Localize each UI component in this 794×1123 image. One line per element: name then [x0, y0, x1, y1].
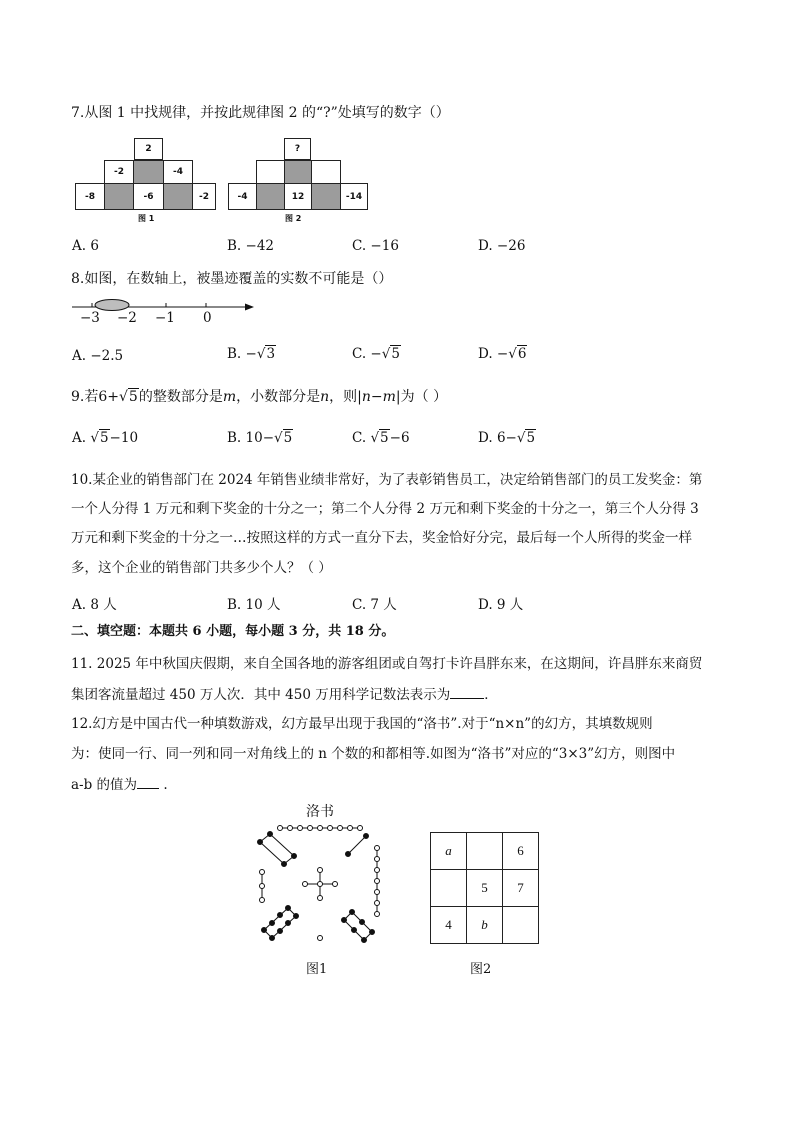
q7-option-a[interactable]: A. 6	[72, 238, 99, 254]
axis-tick-label: −1	[155, 310, 175, 326]
q12-line-3: a-b 的值为 .	[71, 774, 168, 795]
fig2-bot-left-cell: -4	[228, 183, 257, 210]
fig1-bot-left-cell: -8	[75, 183, 105, 210]
fig2-bot-grey-right	[311, 183, 341, 210]
q9-option-a[interactable]: A. √ 5−10	[72, 430, 138, 446]
q10-option-b[interactable]: B. 10 人	[227, 597, 281, 613]
ink-blot	[95, 300, 129, 311]
q8-stem: 8.如图，在数轴上，被墨迹覆盖的实数不可能是（）	[71, 271, 393, 287]
axis-tick-label: −3	[80, 310, 100, 326]
q9-option-b[interactable]: B. 10−√ 5	[227, 430, 293, 446]
q10-line-2: 一个人分得 1 万元和剩下奖金的十分之一；第二个人分得 2 万元和剩下奖金的十分之一，第三个人分得 3	[71, 501, 699, 517]
sqrt-symbol: √ 5	[274, 430, 293, 446]
fig2-bot-grey-left	[256, 183, 285, 210]
q11-line-1: 11. 2025 年中秋国庆假期，来自全国各地的游客组团或自驾打卡许昌胖东来，在这期间，许昌胖东来商贸	[71, 656, 703, 672]
grid-cell: 7	[503, 870, 539, 907]
option-text: D. −	[478, 346, 509, 362]
grid-cell: a	[431, 833, 467, 870]
sqrt-symbol: √ 5	[119, 387, 139, 407]
fig1-mid-right-cell: -4	[163, 160, 193, 184]
fig2-caption: 图 2	[285, 214, 302, 223]
grid-cell	[467, 833, 503, 870]
sqrt-symbol: √ 6	[508, 346, 527, 362]
q9-option-c[interactable]: C. √ 5−6	[352, 430, 410, 446]
sqrt-symbol: √ 5	[370, 430, 389, 446]
q7-option-b[interactable]: B. −42	[227, 238, 274, 254]
fig2-caption: 图2	[470, 962, 492, 977]
fig2-bot-center-cell: 12	[284, 183, 312, 210]
fig2-mid-left-cell	[256, 160, 285, 184]
grid-cell: 4	[431, 907, 467, 944]
q9-option-d[interactable]: D. 6−√ 5	[478, 430, 536, 446]
axis-tick-label: −2	[117, 310, 137, 326]
sqrt-symbol: √ 5	[517, 430, 536, 446]
q10-option-a[interactable]: A. 8 人	[72, 597, 117, 613]
grid-cell: b	[467, 907, 503, 944]
luoshu-diagram	[250, 820, 390, 944]
q7-option-c[interactable]: C. −16	[352, 238, 399, 254]
q8-option-b[interactable]	[227, 346, 276, 362]
answer-blank[interactable]	[137, 774, 159, 789]
grid-cell: 5	[467, 870, 503, 907]
q12-line-2: 为：使同一行、同一列和同一对角线上的 n 个数的和都相等.如图为“洛书”对应的“3×3”幻方，则图中	[71, 746, 676, 762]
q7-option-d[interactable]: D. −26	[478, 238, 526, 254]
sqrt-symbol: √ 5	[382, 346, 401, 362]
axis-tick-label: 0	[203, 310, 212, 326]
answer-blank[interactable]	[450, 684, 484, 699]
fig1-mid-left-cell: -2	[104, 160, 134, 184]
grid-cell	[431, 870, 467, 907]
q7-stem: 7.从图 1 中找规律，并按此规律图 2 的“?”处填写的数字（）	[71, 105, 450, 121]
q11-line-2: 集团客流量超过 450 万人次．其中 450 万用科学记数法表示为 ．	[71, 684, 498, 705]
q8-option-d[interactable]	[478, 346, 527, 362]
q10-option-d[interactable]: D. 9 人	[478, 597, 524, 613]
fig2-mid-right-cell	[311, 160, 341, 184]
grid-cell	[503, 907, 539, 944]
q12-line-1: 12.幻方是中国古代一种填数游戏，幻方最早出现于我国的“洛书”.对于“n×n”的幻方，其填数规则	[71, 716, 653, 732]
fig1-top-cell: 2	[134, 138, 163, 160]
fig1-bot-grey-left	[104, 183, 134, 210]
q10-line-1: 10.某企业的销售部门在 2024 年销售业绩非常好，为了表彰销售员工，决定给销售部门的员工发奖金：第	[71, 472, 703, 488]
fig1-caption: 图 1	[138, 214, 155, 223]
fig2-bot-right-cell: -14	[340, 183, 368, 210]
fig2-mid-center-cell	[284, 160, 312, 184]
fig1-mid-center-cell	[133, 160, 164, 184]
section-2-title: 二、填空题：本题共 6 小题，每小题 3 分，共 18 分。	[71, 624, 395, 639]
fig2-top-cell: ?	[284, 138, 311, 160]
option-text: B. −	[227, 346, 257, 362]
q9-stem: 9.若6+√ 5的整数部分是m，小数部分是n，则|n−m|为（ ）	[71, 387, 447, 407]
fig1-bot-center-cell: -6	[133, 183, 164, 210]
option-text: C. −	[352, 346, 382, 362]
q8-option-a[interactable]: A. −2.5	[72, 348, 124, 364]
q8-option-c[interactable]	[352, 346, 401, 362]
sqrt-symbol: √ 5	[90, 430, 109, 446]
magic-square	[430, 832, 539, 944]
fig1-caption: 图1	[306, 962, 328, 977]
q10-line-3: 万元和剩下奖金的十分之一…按照这样的方式一直分下去，奖金恰好分完，最后每一个人所得的奖金一样	[71, 530, 692, 546]
q10-line-4: 多，这个企业的销售部门共多少个人？（ ）	[71, 560, 332, 576]
fig1-bot-grey-right	[163, 183, 193, 210]
fig1-bot-right-cell: -2	[192, 183, 216, 210]
grid-cell: 6	[503, 833, 539, 870]
luoshu-title: 洛书	[306, 804, 334, 820]
sqrt-symbol: √ 3	[257, 346, 276, 362]
q10-option-c[interactable]: C. 7 人	[352, 597, 397, 613]
